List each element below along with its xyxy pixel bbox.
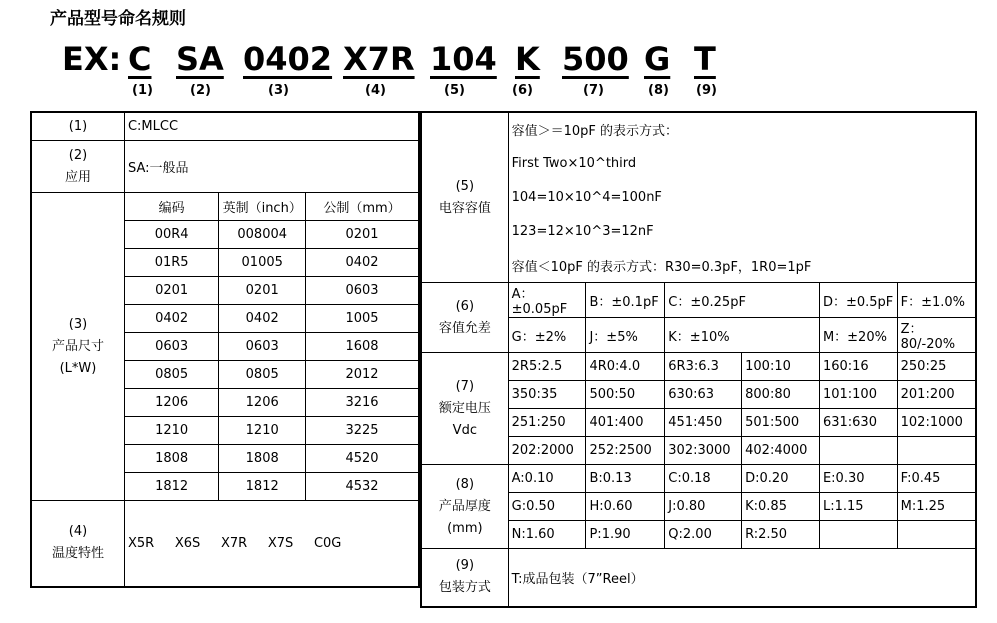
tolerance-cell: Z：80/-20%	[897, 318, 976, 353]
code-1: C	[128, 40, 152, 78]
size-cell: 0201	[306, 221, 419, 249]
size-cell: 4520	[306, 445, 419, 473]
voltage-cell: 401:400	[586, 409, 665, 437]
thickness-cell: M:1.25	[897, 493, 976, 521]
voltage-cell: 100:10	[742, 353, 820, 381]
row5-label: (5) 电容容值	[421, 112, 508, 283]
right-spec-table	[420, 111, 977, 608]
thickness-cell: J:0.80	[665, 493, 742, 521]
capacitance-line: 容值＞＝10pF 的表示方式：	[508, 112, 976, 146]
size-cell: 1005	[306, 305, 419, 333]
code-2: SA	[176, 40, 224, 78]
size-cell: 3216	[306, 389, 419, 417]
index-9: (9)	[696, 83, 717, 98]
thickness-cell: P:1.90	[586, 521, 665, 549]
size-cell: 0805	[219, 361, 306, 389]
index-4: (4)	[365, 83, 386, 98]
capacitance-line: 104=10×10^4=100nF	[508, 180, 976, 214]
size-cell: 2012	[306, 361, 419, 389]
size-cell: 4532	[306, 473, 419, 501]
thickness-cell: C:0.18	[665, 465, 742, 493]
capacitance-line: 123=12×10^3=12nF	[508, 214, 976, 248]
tolerance-cell: M：±20%	[819, 318, 897, 353]
row2-value: SA:一般品	[124, 141, 419, 193]
tolerance-cell: J：±5%	[586, 318, 665, 353]
row8-label: (8) 产品厚度 (mm)	[421, 465, 508, 549]
size-cell: 0201	[124, 277, 218, 305]
thickness-cell: B:0.13	[586, 465, 665, 493]
row9-value: T:成品包装（7”Reel）	[508, 549, 976, 607]
size-cell: 00R4	[124, 221, 218, 249]
code-5: 104	[430, 40, 497, 78]
size-cell: 01R5	[124, 249, 218, 277]
tolerance-cell: G：±2%	[508, 318, 586, 353]
voltage-cell: 350:35	[508, 381, 586, 409]
voltage-cell: 501:500	[742, 409, 820, 437]
temp-code: C0G	[313, 535, 342, 551]
size-cell: 0402	[124, 305, 218, 333]
code-6: K	[515, 40, 540, 78]
voltage-cell: 101:100	[819, 381, 897, 409]
index-2: (2)	[190, 83, 211, 98]
size-cell: 0603	[124, 333, 218, 361]
capacitance-line: First Two×10^third	[508, 146, 976, 180]
thickness-cell: L:1.15	[819, 493, 897, 521]
size-cell: 008004	[219, 221, 306, 249]
size-cell: 1210	[219, 417, 306, 445]
size-cell: 0603	[306, 277, 419, 305]
thickness-cell: D:0.20	[742, 465, 820, 493]
temp-code: X7S	[267, 535, 294, 551]
tolerance-cell: B：±0.1pF	[586, 283, 665, 318]
row1-value: C:MLCC	[124, 112, 419, 141]
voltage-cell: 6R3:6.3	[665, 353, 742, 381]
voltage-cell: 402:4000	[742, 437, 820, 465]
tolerance-cell: A：±0.05pF	[508, 283, 586, 318]
size-cell: 0805	[124, 361, 218, 389]
thickness-cell: K:0.85	[742, 493, 820, 521]
size-header-code: 编码	[124, 193, 218, 221]
row3-label: (3) 产品尺寸 (L*W)	[31, 193, 124, 501]
size-cell: 1812	[219, 473, 306, 501]
voltage-cell: 800:80	[742, 381, 820, 409]
thickness-cell: A:0.10	[508, 465, 586, 493]
size-header-inch: 英制（inch）	[219, 193, 306, 221]
code-3: 0402	[243, 40, 333, 78]
size-cell: 1808	[219, 445, 306, 473]
voltage-cell: 631:630	[819, 409, 897, 437]
code-7: 500	[562, 40, 629, 78]
voltage-cell: 451:450	[665, 409, 742, 437]
index-7: (7)	[583, 83, 604, 98]
size-cell: 1206	[124, 389, 218, 417]
thickness-cell: H:0.60	[586, 493, 665, 521]
row2-label: (2) 应用	[31, 141, 124, 193]
size-cell: 0603	[219, 333, 306, 361]
capacitance-line: 容值＜10pF 的表示方式：R30=0.3pF，1R0=1pF	[508, 248, 976, 283]
size-cell: 0402	[219, 305, 306, 333]
left-spec-table	[30, 111, 420, 588]
size-cell: 01005	[219, 249, 306, 277]
size-cell: 1206	[219, 389, 306, 417]
voltage-cell: 201:200	[897, 381, 976, 409]
index-5: (5)	[444, 83, 465, 98]
voltage-cell: 2R5:2.5	[508, 353, 586, 381]
tolerance-cell: K：±10%	[665, 318, 820, 353]
voltage-cell	[819, 437, 897, 465]
voltage-cell: 630:63	[665, 381, 742, 409]
row9-label: (9) 包装方式	[421, 549, 508, 607]
row4-label: (4) 温度特性	[31, 501, 124, 587]
row7-label: (7) 额定电压 Vdc	[421, 353, 508, 465]
index-8: (8)	[648, 83, 669, 98]
code-8: G	[644, 40, 671, 78]
temp-code: X6S	[174, 535, 201, 551]
voltage-cell: 102:1000	[897, 409, 976, 437]
size-cell: 0402	[306, 249, 419, 277]
voltage-cell: 250:25	[897, 353, 976, 381]
code-9: T	[694, 40, 716, 78]
voltage-cell: 202:2000	[508, 437, 586, 465]
voltage-cell: 4R0:4.0	[586, 353, 665, 381]
voltage-cell: 302:3000	[665, 437, 742, 465]
size-cell: 1210	[124, 417, 218, 445]
index-3: (3)	[268, 83, 289, 98]
thickness-cell: G:0.50	[508, 493, 586, 521]
voltage-cell: 252:2500	[586, 437, 665, 465]
size-cell: 1808	[124, 445, 218, 473]
thickness-cell: N:1.60	[508, 521, 586, 549]
row1-index: (1)	[31, 112, 124, 141]
thickness-cell: R:2.50	[742, 521, 820, 549]
thickness-cell	[819, 521, 897, 549]
thickness-cell	[897, 521, 976, 549]
thickness-cell: E:0.30	[819, 465, 897, 493]
size-cell: 1812	[124, 473, 218, 501]
page-title: 产品型号命名规则	[50, 9, 186, 29]
row6-label: (6) 容值允差	[421, 283, 508, 353]
voltage-cell: 500:50	[586, 381, 665, 409]
temp-code: X7R	[220, 535, 248, 551]
tolerance-cell: F：±1.0%	[897, 283, 976, 318]
size-header-mm: 公制（mm）	[306, 193, 419, 221]
tolerance-cell: D：±0.5pF	[819, 283, 897, 318]
size-cell: 0201	[219, 277, 306, 305]
code-4: X7R	[343, 40, 415, 78]
row4-values	[124, 501, 419, 587]
temp-code: X5R	[127, 535, 155, 551]
voltage-cell	[897, 437, 976, 465]
thickness-cell: F:0.45	[897, 465, 976, 493]
tolerance-cell: C：±0.25pF	[665, 283, 820, 318]
size-cell: 3225	[306, 417, 419, 445]
thickness-cell: Q:2.00	[665, 521, 742, 549]
size-cell: 1608	[306, 333, 419, 361]
voltage-cell: 251:250	[508, 409, 586, 437]
example-prefix: EX:	[62, 40, 122, 78]
index-6: (6)	[512, 83, 533, 98]
index-1: (1)	[132, 83, 153, 98]
voltage-cell: 160:16	[819, 353, 897, 381]
